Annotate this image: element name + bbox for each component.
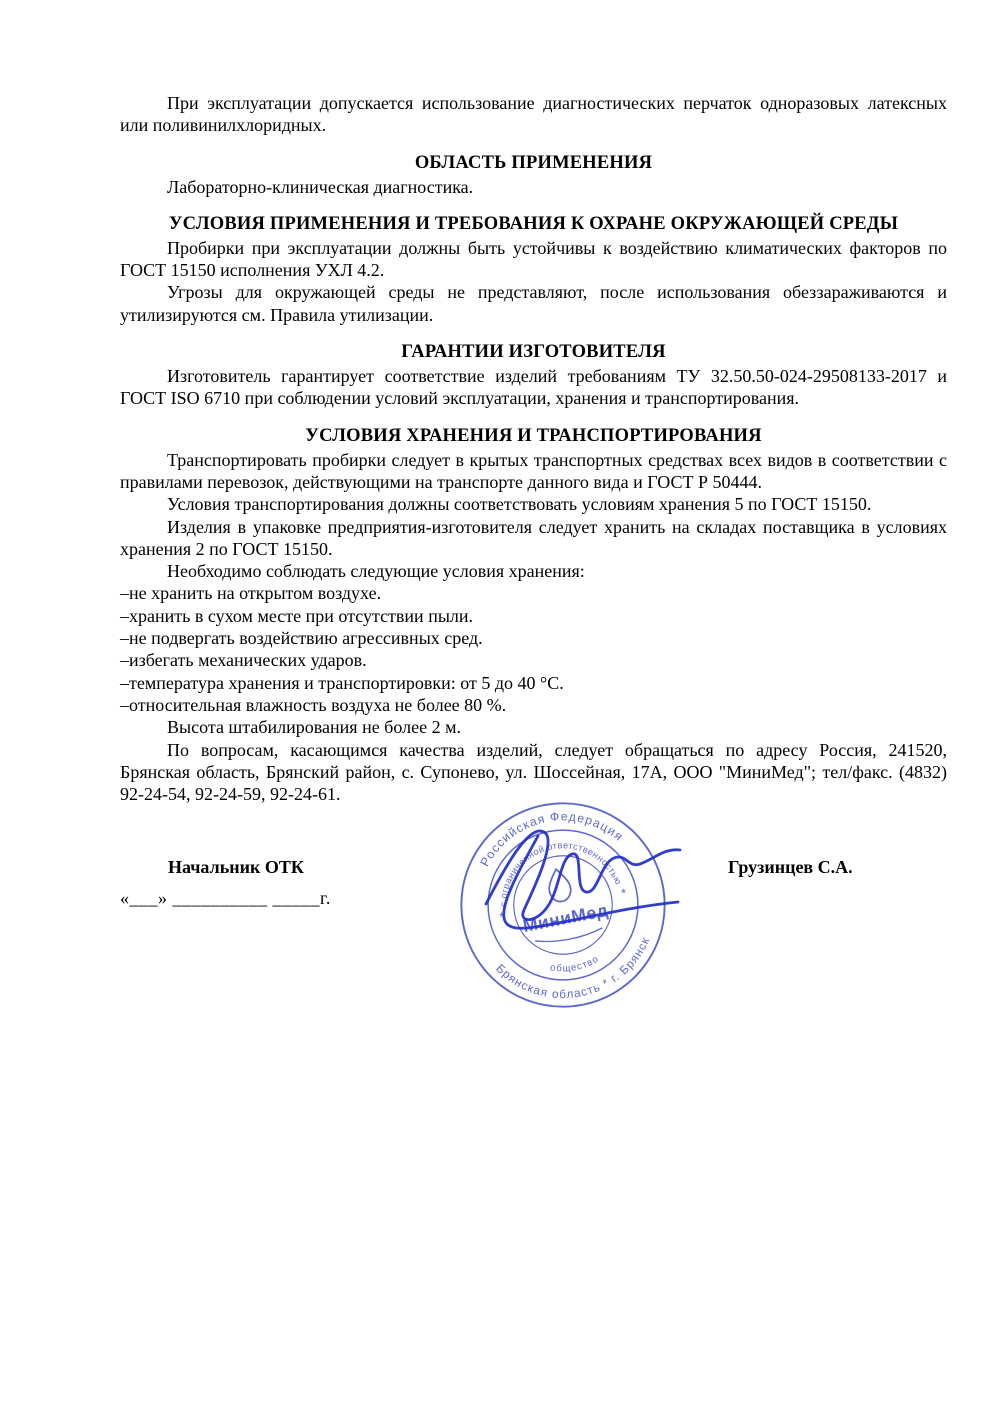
storage-condition-item: –хранить в сухом месте при отсутствии пыли.: [120, 605, 474, 626]
paragraph-storage-3: Изделия в упаковке предприятия-изготовителя следует хранить на складах поставщика в условиях хранения 2 по ГОСТ 15150.: [120, 516, 947, 559]
storage-condition-item: –не подвергать воздействию агрессивных сред.: [120, 628, 483, 649]
storage-condition-item: –относительная влажность воздуха не более 80 %.: [120, 695, 507, 715]
section-heading-manufacturer-warranty: ГАРАНТИИ ИЗГОТОВИТЕЛЯ: [401, 342, 666, 363]
section-heading-usage-conditions: УСЛОВИЯ ПРИМЕНЕНИЯ И ТРЕБОВАНИЯ К ОХРАНЕ ОКРУЖАЮЩЕЙ СРЕДЫ: [168, 213, 899, 234]
stamp-star-left: *: [498, 908, 506, 925]
section-heading-application-area: ОБЛАСТЬ ПРИМЕНЕНИЯ: [414, 152, 653, 173]
date-blank-line: «___» __________ _____г.: [120, 887, 331, 908]
paragraph-storage-4: Необходимо соблюдать следующие условия хранения:: [167, 561, 585, 582]
paragraph-application-area: Лабораторно-клиническая диагностика.: [167, 176, 474, 197]
signatory-name: Грузинцев С.А.: [728, 856, 853, 877]
paragraph-contact-address: По вопросам, касающимся качества изделий, следует обращаться по адресу Россия, 241520, Брянская область, Брянский район, с. Супонево, ул. Шоссейная, 17А, ООО "МиниМед"; тел/факс. (4832) 92-24-54, 92-24-59, 92-24-61.: [120, 739, 947, 805]
signature-area: [120, 808, 947, 1086]
signature-stroke-loop: [504, 836, 678, 928]
stamp-ring-text-top-path: Российская Федерация: [477, 808, 627, 869]
paragraph-storage-2: Условия транспортирования должны соответствовать условиям хранения 5 по ГОСТ 15150.: [167, 494, 872, 515]
stamp-star-right: *: [619, 884, 628, 901]
stamp-inner-ring-text-bottom-path: общество: [549, 953, 602, 975]
paragraph-storage-1: Транспортировать пробирки следует в крытых транспортных средствах всех видов в соответствии с правилами перевозок, действующими на транспорте данного вида и ГОСТ Р 50444.: [120, 449, 947, 492]
storage-condition-item: –температура хранения и транспортировки: от 5 до 40 °С.: [120, 672, 564, 693]
intro-paragraph: При эксплуатации допускается использование диагностических перчаток одноразовых латексных или поливинилхлоридных.: [120, 93, 947, 136]
signatory-position: Начальник ОТК: [168, 856, 304, 877]
stamp-inner-ring-text-top-path: с ограниченной ответственностью: [498, 839, 624, 907]
paragraph-stacking-height: Высота штабилирования не более 2 м.: [167, 717, 461, 738]
paragraph-warranty: Изготовитель гарантирует соответствие изделий требованиям ТУ 32.50.50-024-29508133-2017 и ГОСТ ISO 6710 при соблюдении условий эксплуатации, хранения и транспортирования.: [120, 366, 947, 409]
paragraph-usage-2: Угрозы для окружающей среды не представляют, после использования обеззараживаются и утилизируются см. Правила утилизации.: [120, 282, 947, 325]
section-heading-storage-transport: УСЛОВИЯ ХРАНЕНИЯ И ТРАНСПОРТИРОВАНИЯ: [305, 425, 762, 446]
storage-condition-item: –избегать механических ударов.: [120, 650, 367, 671]
handwritten-signature: [468, 806, 703, 946]
stamp-ring-text-bottom-path: Брянская область * г. Брянск: [493, 934, 653, 1001]
paragraph-usage-1: Пробирки при эксплуатации должны быть устойчивы к воздействию климатических факторов по ГОСТ 15150 исполнения УХЛ 4.2.: [120, 237, 947, 281]
stamp-center-name: МиниМед: [521, 899, 610, 936]
storage-condition-item: –не хранить на открытом воздухе.: [120, 583, 382, 604]
